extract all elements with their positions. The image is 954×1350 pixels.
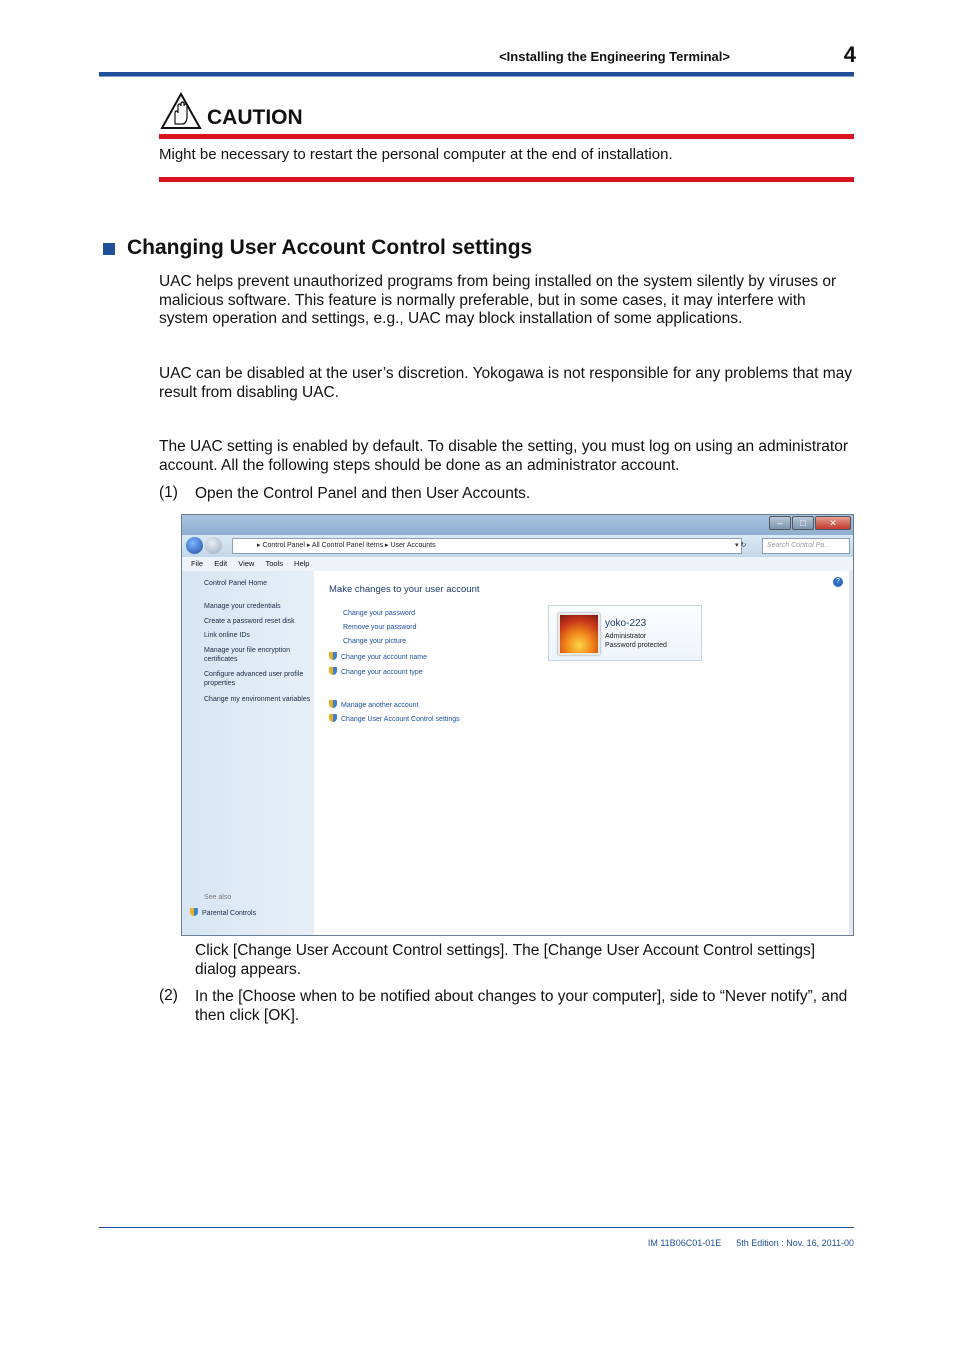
sidebar-item-environment[interactable]: Change my environment variables [204,696,311,703]
footer-text [560,1238,854,1248]
forward-icon[interactable] [205,537,222,554]
header-rule-thin [99,76,854,77]
running-header: <Installing the Engineering Terminal> [499,49,730,64]
step-2-text: In the [Choose when to be notified about changes to your computer], side to “Never notify”, and then click [OK]. [195,988,848,1024]
caution-label: CAUTION [207,106,303,129]
sidebar-item-profile[interactable]: Configure advanced user profile properties [204,671,304,687]
step-1-number: (1) [159,484,178,501]
window-titlebar [182,515,853,535]
sidebar-item-online-ids[interactable]: Link online IDs [204,632,250,639]
address-bar [182,535,853,557]
section-bullet-icon [103,243,115,255]
search-input[interactable]: Search Control Pa... [762,538,850,554]
step-2-number: (2) [159,987,178,1004]
step-1-note: Click [Change User Account Control settings]. The [Change User Account Control settings] dialog appears. [195,942,816,978]
maximize-icon[interactable]: □ [792,516,814,530]
shield-icon [329,652,337,660]
link-remove-password[interactable]: Remove your password [343,624,417,631]
scrollbar[interactable] [849,571,854,936]
avatar [558,613,600,655]
menu-edit[interactable]: Edit [214,559,228,568]
shield-icon [329,667,337,675]
task-sidebar [182,571,314,936]
paragraph-2: UAC can be disabled at the user’s discretion. Yokogawa is not responsible for any problems that may result from disabling UAC. [159,365,853,401]
shield-icon [190,908,198,916]
sidebar-item-parental-controls[interactable]: Parental Controls [190,908,298,919]
section-title: Changing User Account Control settings [127,236,533,259]
caution-top-bar [159,134,854,139]
link-manage-another-account[interactable]: Manage another account [329,700,418,709]
menu-view[interactable]: View [238,559,255,568]
link-change-account-name[interactable]: Change your account name [329,652,427,661]
doc-id: IM 11B06C01-01E [647,1238,722,1248]
menu-bar [182,557,853,571]
user-name: yoko-223 [605,618,647,629]
link-change-uac-settings[interactable]: Change User Account Control settings [329,714,460,723]
sidebar-item-reset-disk[interactable]: Create a password reset disk [204,618,295,625]
edition: 5th Edition : Nov. 16, 2011-00 [736,1238,854,1248]
caution-text: Might be necessary to restart the personal computer at the end of installation. [159,146,673,163]
window-controls [768,516,851,530]
link-change-password[interactable]: Change your password [343,610,415,617]
shield-icon [329,700,337,708]
caution-bottom-bar [159,177,854,182]
step-1-text: Open the Control Panel and then User Accounts. [195,485,531,502]
address-dropdown-icon[interactable]: ▾ ↻ [735,542,747,549]
paragraph-3: The UAC setting is enabled by default. To disable the setting, you must log on using an administrator account. All the following steps should be done as an administrator account. [159,438,849,474]
address-field[interactable]: ▸ Control Panel ▸ All Control Panel Items ▸ User Accounts [232,538,742,554]
page-number: 4 [843,42,856,67]
close-icon[interactable]: ✕ [815,516,851,530]
menu-tools[interactable]: Tools [265,559,283,568]
see-also-label: See also [204,894,232,901]
minimize-icon[interactable]: – [769,516,791,530]
link-change-account-type[interactable]: Change your account type [329,667,423,676]
user-role: Administrator Password protected [605,633,667,649]
sidebar-item-encryption[interactable]: Manage your file encryption certificates [204,647,290,663]
user-tile [548,605,702,661]
shield-icon [329,714,337,722]
caution-hand-icon [160,92,202,130]
sidebar-item-credentials[interactable]: Manage your credentials [204,603,281,610]
content-heading: Make changes to your user account [329,584,480,595]
back-icon[interactable] [186,537,203,554]
control-panel-screenshot [181,514,854,936]
help-icon[interactable]: ? [833,577,843,587]
paragraph-1: UAC helps prevent unauthorized programs from being installed on the system silently by viruses or malicious software. This feature is normally preferable, but in some cases, it may interfere with system operation and settings, e.g., UAC may block installation of some applications. [159,273,837,327]
link-change-picture[interactable]: Change your picture [343,638,407,645]
menu-help[interactable]: Help [294,559,310,568]
sidebar-control-panel-home[interactable]: Control Panel Home [204,580,268,587]
menu-file[interactable]: File [191,559,204,568]
footer-rule [99,1227,854,1228]
